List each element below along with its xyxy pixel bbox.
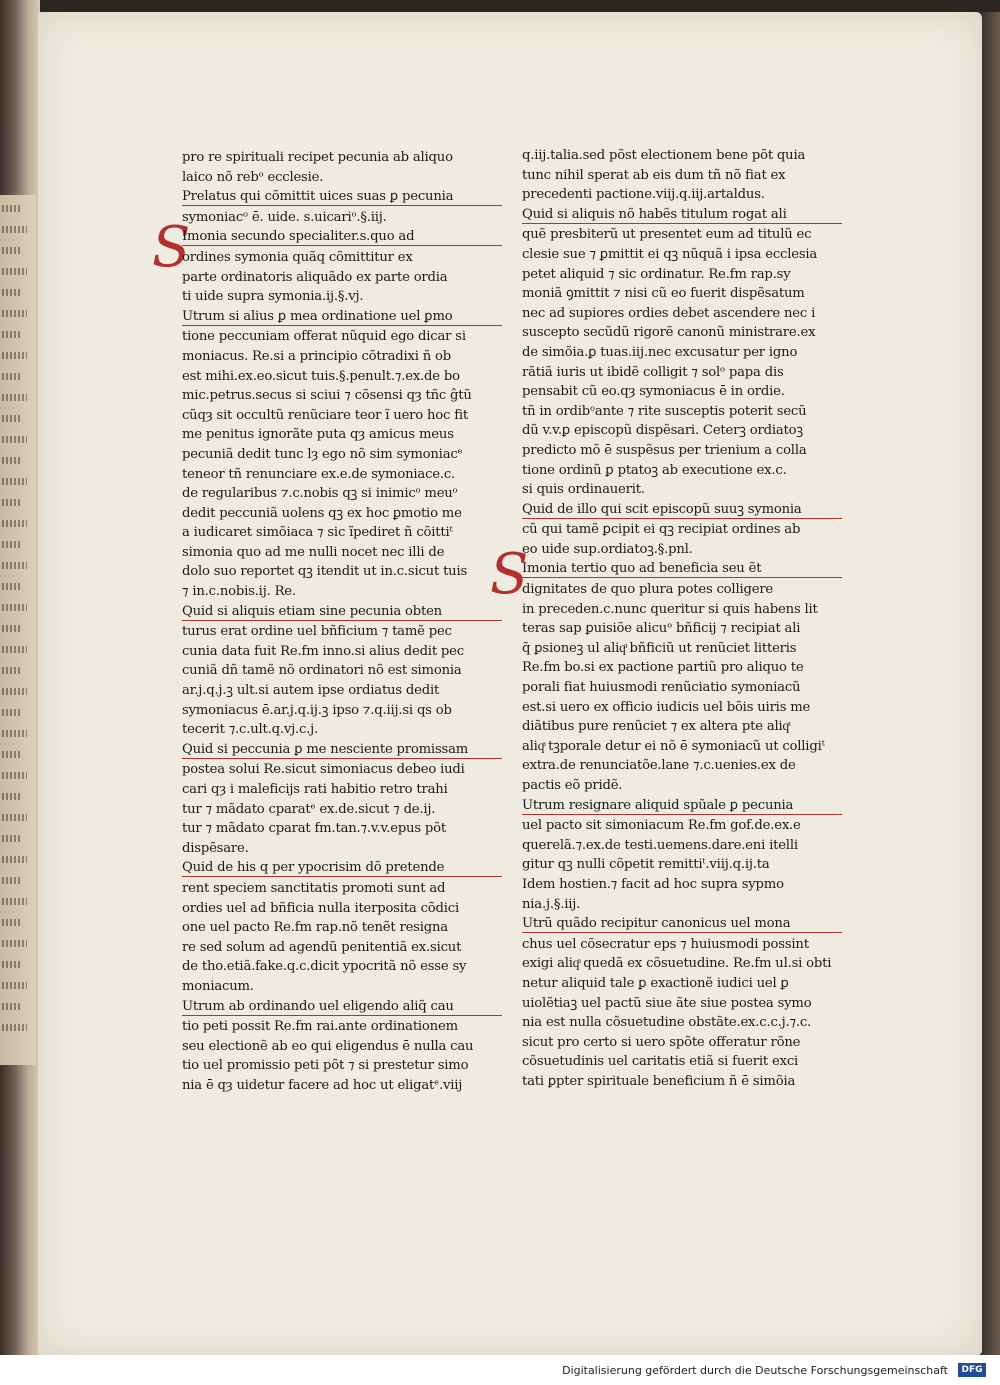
adjacent-text-fragment [2, 688, 27, 695]
adjacent-text-fragment [2, 751, 20, 758]
text-line: sicut pro certo si uero spõte offeratur rõne [522, 1034, 801, 1050]
text-line: teras sap ꝑuisiõe alicuᵒ bñficij ⁊ recipiat ali [522, 621, 801, 637]
text-line: suscepto secũdũ rigorẽ canonũ ministrare.ex [522, 325, 816, 341]
adjacent-page-edge [0, 195, 36, 1065]
text-line: cũqȝ sit occultũ renũciare teor ĩ uero hoc fit [182, 407, 469, 423]
text-line: diãtibus pure renũciet ⁊ ex altera pte aliqͣ [522, 719, 789, 735]
text-line: one uel pacto Re.fm rap.nõ tenẽt resigna [182, 920, 448, 936]
rubric-line: Utrum ab ordinando uel eligendo aliq̃ cau [182, 997, 502, 1016]
text-line: extra.de renunciatõe.lane ⁊.c.uenies.ex de [522, 758, 796, 774]
adjacent-text-fragment [2, 877, 20, 884]
text-line: dũ v.v.ꝑ episcopũ dispẽsari. Ceterꝫ ordiatoꝫ [522, 423, 803, 439]
text-line: est.si uero ex officio iudicis uel bõis uiris me [522, 699, 811, 715]
adjacent-text-fragment [2, 709, 20, 716]
text-line: pactis eõ pridẽ. [522, 778, 623, 793]
text-line: pensabit cũ eo.qȝ symoniacus ē in ordie. [522, 384, 785, 400]
adjacent-text-fragment [2, 331, 20, 338]
rubric-line: Imonia tertio quo ad beneficia seu ẽt [522, 559, 842, 578]
text-line: uiolẽtiaꝫ uel pactũ siue ãte siue postea symo [522, 995, 812, 1011]
text-line: q̃ ꝑsioneꝫ ul aliqͣ bñficiũ ut renũciet litteris [522, 640, 797, 656]
text-line: rent speciem sanctitatis promoti sunt ad [182, 880, 446, 896]
text-line: querelã.⁊.ex.de testi.uemens.dare.eni itelli [522, 837, 798, 853]
text-line: seu electionẽ ab eo qui eligendus ē nulla cau [182, 1038, 474, 1054]
adjacent-text-fragment [2, 646, 27, 653]
text-line: de regularibus ⁊.c.nobis qꝫ si inimicᵒ meuᵒ [182, 486, 458, 502]
text-line: ⁊ in.c.nobis.ij. Re. [182, 584, 296, 600]
text-line: tio uel promissio peti põt ⁊ si prestetur simo [182, 1058, 469, 1074]
text-line: nec ad supiores ordies debet ascendere nec i [522, 305, 816, 321]
rubricated-initial-right: S [490, 542, 529, 607]
text-line: tecerit ⁊.c.ult.q.vj.c.j. [182, 722, 319, 738]
book-cover-edge [982, 12, 1000, 1355]
text-line: symoniacus ē.ar.j.q.ij.ꝫ ipso ⁊.q.iij.si qs ob [182, 702, 452, 718]
adjacent-text-fragment [2, 583, 20, 590]
text-line: q.iij.talia.sed põst electionem bene põt quia [522, 148, 806, 163]
manuscript-page [38, 12, 982, 1355]
text-line: me penitus ignorãte puta qȝ amicus meus [182, 427, 454, 443]
text-line: exigi aliqͣ quedã ex cõsuetudine. Re.fm ul.si obti [522, 956, 832, 972]
adjacent-text-fragment [2, 247, 20, 254]
text-line: nia ē qȝ uidetur facere ad hoc ut eligatᵉ.viij [182, 1077, 463, 1093]
rubric-line: Quid de his q per ypocrisim dõ pretende [182, 858, 502, 877]
text-line: aliqͣ tꝫporale detur ei nõ ē symoniacũ ut colligiᵗ [522, 738, 825, 754]
rubric-line: Imonia secundo specialiter.s.quo ad [182, 227, 502, 246]
text-line: tunc nihil sperat ab eis dum tñ nõ fiat ex [522, 167, 786, 183]
text-line: moniacus. Re.si a principio cõtradixi ñ ob [182, 348, 452, 364]
adjacent-text-fragment [2, 625, 20, 632]
text-line: rãtiã iuris ut ibidẽ colligit ⁊ solᵒ papa dis [522, 364, 784, 380]
text-line: ordines symonia quãq cõmittitur ex [182, 249, 413, 265]
text-line: postea solui Re.sicut simoniacus debeo iudi [182, 762, 465, 778]
adjacent-text-fragment [2, 499, 20, 506]
text-line: ar.j.q.j.ꝫ ult.si autem ipse ordiatus dedit [182, 683, 440, 699]
text-line: cari qȝ i maleficijs rati habitio retro trahi [182, 782, 448, 797]
text-line: petet aliquid ⁊ sic ordinatur. Re.fm rap.sy [522, 266, 791, 282]
text-line: est mihi.ex.eo.sicut tuis.§.penult.⁊.ex.de bo [182, 368, 460, 384]
text-line: tñ in ordibᵒante ⁊ rite susceptis poterit secũ [522, 403, 807, 419]
text-line: cunia data fuit Re.fm inno.si alius dedit pec [182, 643, 464, 659]
text-line: tio peti possit Re.fm rai.ante ordinationem [182, 1019, 458, 1035]
adjacent-text-fragment [2, 940, 27, 947]
text-line: dolo suo reportet qꝫ itendit ut in.c.sicut tuis [182, 564, 468, 580]
adjacent-text-fragment [2, 604, 27, 611]
rubric-line: Utrũ quãdo recipitur canonicus uel mona [522, 914, 842, 933]
text-line: Re.fm bo.si ex pactione partiũ pro aliquo te [522, 660, 804, 676]
text-line: clesie sue ⁊ ꝑmittit ei qꝫ nũquã i ipsa ecclesia [522, 246, 818, 262]
text-line: turus erat ordine uel bñficium ⁊ tamẽ pec [182, 624, 452, 640]
adjacent-text-fragment [2, 436, 27, 443]
text-line: re sed solum ad agendũ penitentiã ex.sicut [182, 939, 462, 955]
adjacent-text-fragment [2, 352, 27, 359]
adjacent-text-fragment [2, 541, 20, 548]
rubricated-initial-left: S [152, 215, 191, 280]
text-line: cõsuetudinis uel caritatis etiã si fuerit exci [522, 1054, 799, 1070]
adjacent-text-fragment [2, 268, 27, 275]
text-line: moniã ꝯmittit ⁊ nisi cũ eo fuerit dispẽsatum [522, 286, 805, 302]
text-line: tione ordinũ ꝑ ptatoꝫ ab executione ex.c. [522, 462, 787, 478]
text-line: tati ꝑpter spirituale beneficium ñ ē simõia [522, 1073, 796, 1089]
text-line: quẽ presbiterũ ut presentet eum ad titulũ ec [522, 227, 812, 243]
text-line: pro re spirituali recipet pecunia ab aliquo [182, 150, 453, 165]
adjacent-text-fragment [2, 730, 27, 737]
text-line: moniacum. [182, 978, 254, 994]
adjacent-text-fragment [2, 667, 20, 674]
rubric-line: Quid si aliquis nõ habẽs titulum rogat ali [522, 205, 842, 224]
text-line: ti uide supra symonia.ij.§.vj. [182, 289, 364, 305]
funding-notice: Digitalisierung gefördert durch die Deutsche Forschungsgemeinschaft [562, 1364, 948, 1377]
text-line: de tho.etiã.fake.q.c.dicit ypocritã nõ esse sy [182, 959, 467, 975]
adjacent-text-fragment [2, 373, 20, 380]
adjacent-text-fragment [2, 793, 20, 800]
rubric-line: Utrum si alius ꝑ mea ordinatione uel ꝑmo [182, 307, 502, 326]
adjacent-text-fragment [2, 478, 27, 485]
adjacent-text-fragment [2, 856, 27, 863]
text-line: dignitates de quo plura potes colligere [522, 582, 774, 598]
text-line: ordies uel ad bñficia nulla iterposita cõdici [182, 900, 459, 916]
text-line: pecuniã dedit tunc lȝ ego nõ sim symoniacᵉ [182, 446, 463, 462]
adjacent-text-fragment [2, 205, 20, 212]
dfg-logo: DFG [958, 1363, 986, 1377]
text-line: predicto mõ ē suspẽsus per trienium a colla [522, 442, 807, 458]
text-column-right [522, 146, 842, 1092]
text-line: nia est nulla cõsuetudine obstãte.ex.c.c.j.⁊.c. [522, 1015, 812, 1031]
text-line: dispẽsare. [182, 840, 249, 856]
rubric-line: Utrum resignare aliquid spũale ꝑ pecunia [522, 796, 842, 815]
text-line: mic.petrus.secus si sciui ⁊ cõsensi qȝ tñc ĝtũ [182, 388, 472, 404]
text-line: teneor tñ renunciare ex.e.de symoniace.c. [182, 466, 456, 482]
adjacent-text-fragment [2, 226, 27, 233]
adjacent-text-fragment [2, 520, 27, 527]
text-line: uel pacto sit simoniacum Re.fm gof.de.ex.e [522, 818, 801, 834]
footer-bar [0, 1355, 1000, 1385]
adjacent-text-fragment [2, 310, 27, 317]
text-line: symoniacᵒ ē. uide. s.uicariᵒ.§.iij. [182, 209, 387, 225]
text-line: eo uide sup.ordiatoꝫ.§.pnl. [522, 541, 693, 557]
text-line: tur ⁊ mãdato cparat fm.tan.⁊.v.v.epus põt [182, 821, 446, 837]
text-line: gitur qꝫ nulli cõpetit remittiᵗ.viij.q.ij.ta [522, 857, 770, 873]
adjacent-text-fragment [2, 1024, 27, 1031]
text-line: tur ⁊ mãdato cparatᵉ ex.de.sicut ⁊ de.ij. [182, 801, 436, 817]
text-line: parte ordinatoris aliquãdo ex parte ordia [182, 269, 448, 285]
adjacent-text-fragment [2, 772, 27, 779]
text-column-left [182, 148, 502, 1096]
rubric-line: Quid de illo qui scit episcopũ suuꝫ symonia [522, 500, 842, 519]
text-line: precedenti pactione.viij.q.iij.artaldus. [522, 187, 765, 203]
adjacent-text-fragment [2, 457, 20, 464]
text-line: nia.j.§.iij. [522, 896, 581, 912]
text-line: in preceden.c.nunc queritur si quis habens lit [522, 601, 818, 617]
text-line: porali fiat huiusmodi renũciatio symoniacũ [522, 680, 801, 696]
text-line: si quis ordinauerit. [522, 482, 645, 498]
text-line: chus uel cõsecratur eps ⁊ huiusmodi possint [522, 936, 809, 952]
rubric-line: Quid si aliquis etiam sine pecunia obten [182, 602, 502, 621]
adjacent-text-fragment [2, 961, 20, 968]
text-line: de simõia.ꝑ tuas.iij.nec excusatur per igno [522, 344, 798, 360]
adjacent-text-fragment [2, 415, 20, 422]
adjacent-text-fragment [2, 982, 27, 989]
adjacent-text-fragment [2, 898, 27, 905]
adjacent-text-fragment [2, 562, 27, 569]
rubric-line: Prelatus qui cõmittit uices suas ꝑ pecunia [182, 187, 502, 206]
text-line: simonia quo ad me nulli nocet nec illi de [182, 544, 445, 560]
text-line: laico nõ rebᵒ ecclesie. [182, 169, 324, 185]
adjacent-text-fragment [2, 394, 27, 401]
text-line: cuniã dñ tamẽ nõ ordinatori nõ est simonia [182, 663, 462, 679]
text-line: Idem hostien.⁊ facit ad hoc supra sypmo [522, 876, 784, 892]
text-line: netur aliquid tale ꝑ exactionẽ iudici uel ꝑ [522, 975, 789, 991]
adjacent-text-fragment [2, 289, 20, 296]
adjacent-text-fragment [2, 1003, 20, 1010]
adjacent-text-fragment [2, 814, 27, 821]
text-line: tione peccuniam offerat nũquid ego dicar si [182, 329, 466, 345]
text-line: cũ qui tamẽ ꝑcipit ei qꝫ recipiat ordines ab [522, 522, 801, 538]
text-line: dedit peccuniã uolens qꝫ ex hoc ꝑmotio me [182, 505, 462, 521]
rubric-line: Quid si peccunia ꝑ me nesciente promissam [182, 740, 502, 759]
adjacent-text-fragment [2, 835, 20, 842]
text-line: a iudicaret simõiaca ⁊ sic ĩpediret ñ cõittiᵗ [182, 525, 453, 541]
adjacent-text-fragment [2, 919, 20, 926]
